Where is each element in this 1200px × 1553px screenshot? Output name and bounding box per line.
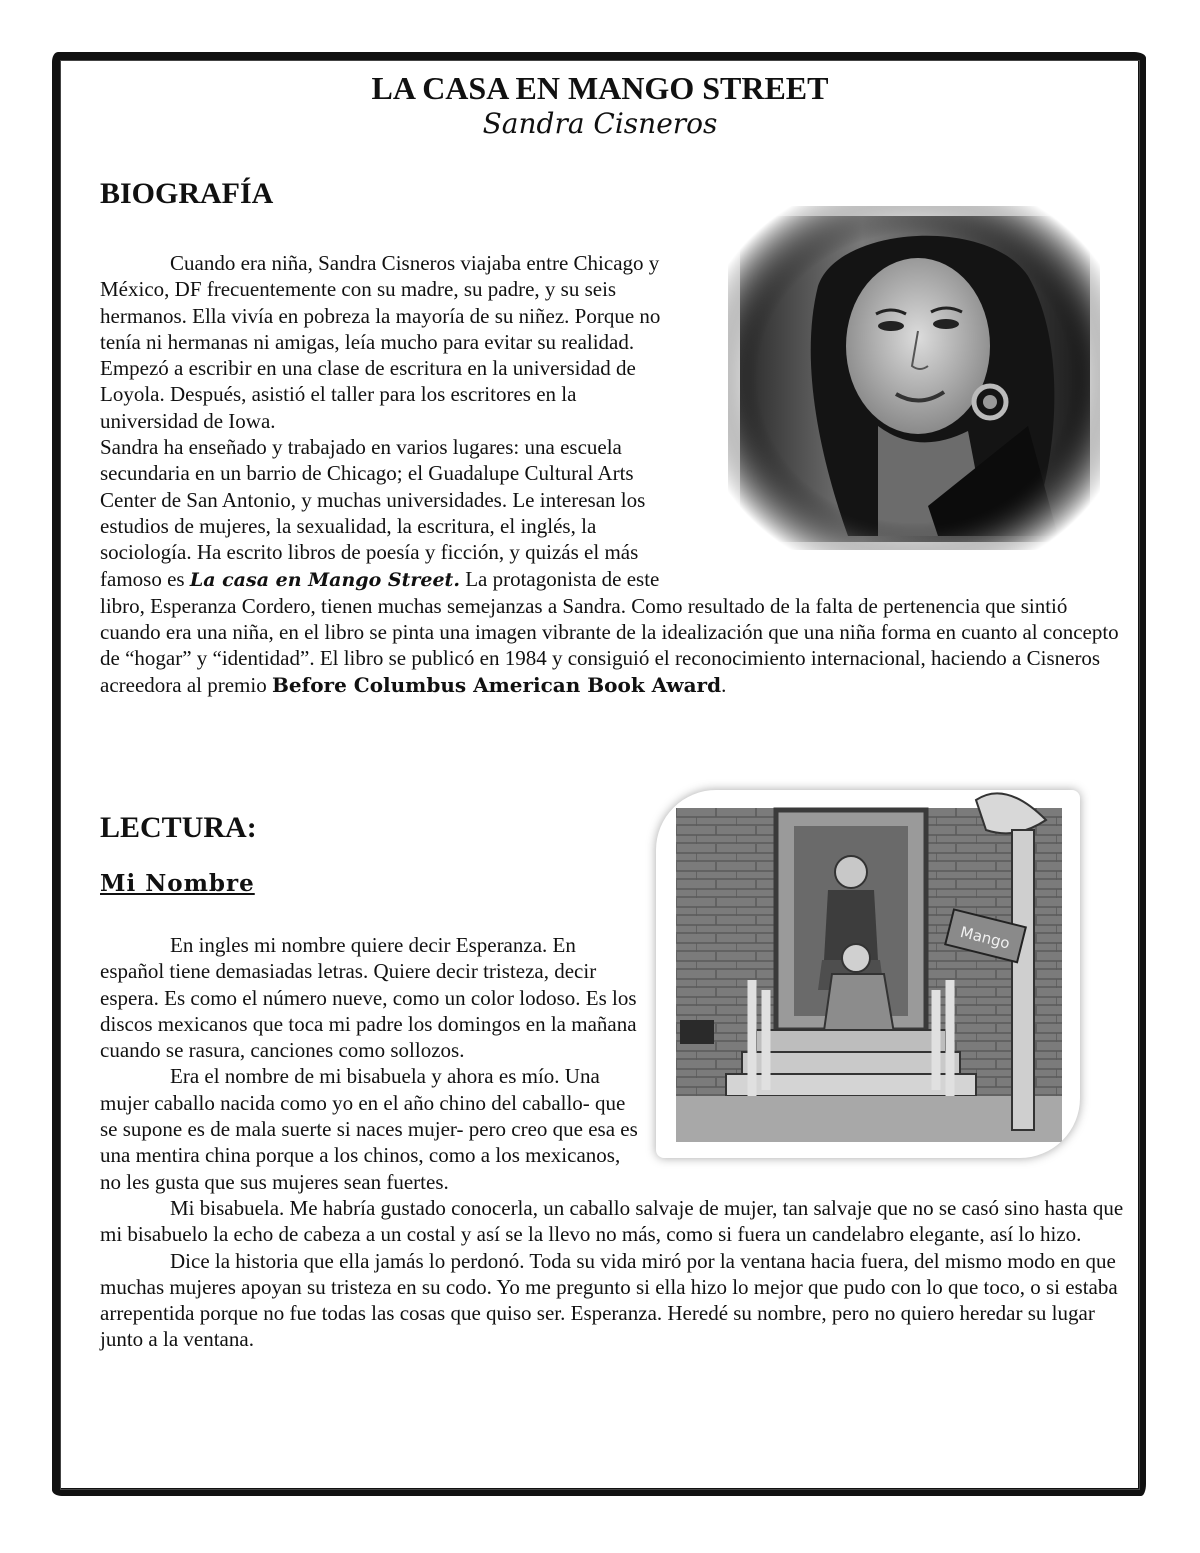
document-title: LA CASA EN MANGO STREET	[371, 70, 829, 106]
biografia-heading: BIOGRAFÍA	[100, 177, 274, 210]
document-author: Sandra Cisneros	[482, 107, 718, 140]
lectura-body	[100, 932, 1125, 1353]
biografia-paragraph-1: Cuando era niña, Sandra Cisneros viajaba entre Chicago y México, DF frecuentemente con su madre, su padre, y su seis hermanos. Ella vivía en pobreza la mayoría de su niñez. Porque no tenía ni hermanas ni amigas, leía mucho para evitar su realidad. Empezó a escribir en una clase de escritura en la universidad de Loyola. Después, asistió el taller para los escritores en la universidad de Iowa.	[100, 251, 661, 433]
lectura-paragraph-2: Era el nombre de mi bisabuela y ahora es mío. Una mujer caballo nacida como yo en el año chino del caballo- que se supone es de mala suerte si naces mujer- pero creo que esa es una mentira china porque a los chinos, como a los mexicanos, no les gusta que sus mujeres sean fuertes.	[100, 1064, 638, 1194]
reading-title: Mi Nombre	[100, 870, 255, 897]
lectura-heading: LECTURA:	[100, 811, 257, 844]
lectura-paragraph-3: Mi bisabuela. Me habría gustado conocerla, un caballo salvaje de mujer, tan salvaje que no se casó sino hasta que mi bisabuelo la echo de cabeza a un costal y así se la llevo no más, como si fuera un candelabro elegante, así lo hizo.	[100, 1195, 1124, 1247]
biografia-paragraph-2-end: .	[721, 672, 727, 697]
award-name: Before Columbus American Book Award	[271, 672, 722, 697]
biografia-paragraph-2b: La protagonista de este libro, Esperanza Cordero, tienen muchas semejanzas a Sandra. Como resultado de la falta de pertenencia que sintió cuando era una niña, en el libro se pinta una imagen vibrante de la idealización que una niña forma en cuanto al concepto de “hogar” y “identidad”. El libro se publicó en 1984 y consiguió el reconocimiento internacional, haciendo a Cisneros acreedora al premio	[100, 566, 1119, 697]
street-sign-text: Mango	[958, 922, 1012, 953]
lectura-paragraph-4: Dice la historia que ella jamás lo perdonó. Toda su vida miró por la ventana hacia fuera, del mismo modo en que muchas mujeres apoyan su tristeza en su codo. Yo me pregunto si ella hizo lo mejor que pudo con lo que toco, o si estaba arrepentida porque no fue todas las cosas que quiso ser. Esperanza. Heredé su nombre, pero no quiero heredar su lugar junto a la ventana.	[100, 1248, 1118, 1352]
book-title: La casa en Mango Street.	[189, 568, 460, 591]
biografia-paragraph-2a: Sandra ha enseñado y trabajado en varios lugares: una escuela secundaria en un barrio de Chicago; el Guadalupe Cultural Arts Center de San Antonio, y muchas universidades. Le interesan los estudios de mujeres, la sexualidad, la escritura, el inglés, la sociología. Ha escrito libros de poesía y ficción, y quizás el más famoso es	[100, 435, 646, 591]
lectura-paragraph-1: En ingles mi nombre quiere decir Esperanza. En español tiene demasiadas letras. Quiere decir tristeza, decir espera. Es como el número nueve, como un color lodoso. Es los discos mexicanos que toca mi padre los domingos en la mañana cuando se rasura, canciones como sollozos.	[100, 933, 637, 1063]
biografia-body	[100, 250, 1125, 698]
